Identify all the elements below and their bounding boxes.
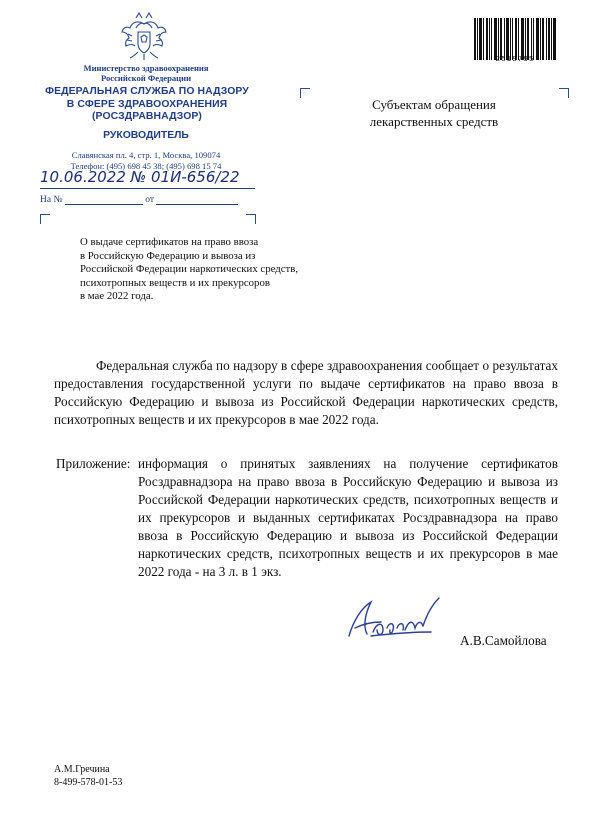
barcode-icon (474, 18, 556, 60)
head-title: РУКОВОДИТЕЛЬ (103, 130, 189, 141)
from-date-field (156, 194, 238, 205)
appendix-text: информация о принятых заявлениях на получение сертификатов Росздравнадзора на право ввоза в Российскую Федерацию и вывоза из Российской Федерации наркотических средств, психотропных веществ и их прекурсоров и выданных сертификатах Росздравнадзора на право ввоза в Российскую Федерацию и вывоза из Российской Федерации наркотических средств, психотропных веществ и их прекурсоров в мае 2022 года - на 3 л. в 1 экз. (138, 456, 558, 579)
registration-number-handwritten: 10.06.2022 № 01И-656/22 (40, 168, 240, 186)
registration-line (40, 188, 255, 189)
body-paragraph: Федеральная служба по надзору в сфере здравоохранения сообщает о результатах предоставления государственной услуги по выдаче сертификатов на право ввоза в Российскую Федерацию и вывоза из Российской Федерации наркотических средств, психотропных веществ и их прекурсоров в мае 2022 года. (54, 358, 558, 427)
ministry-line: Министерство здравоохранения (83, 63, 209, 73)
executor-name: А.М.Гречина (54, 764, 110, 775)
agency-line: В СФЕРЕ ЗДРАВООХРАНЕНИЯ (66, 98, 228, 110)
ministry-name (40, 63, 252, 83)
reply-to-number-field (65, 194, 143, 205)
barcode-number: 2519795 (495, 56, 535, 64)
recipient-line: лекарственных средств (369, 114, 499, 129)
agency-line: (РОСЗДРАВНАДЗОР) (91, 111, 202, 122)
agency-name (34, 86, 260, 124)
address-line: Славянская пл. 4, стр. 1, Москва, 109074 (71, 150, 221, 160)
from-label: от (145, 195, 155, 205)
subject-line: в мае 2022 года. (80, 290, 154, 303)
signature-image (343, 592, 445, 644)
executor-phone: 8-499-578-01-53 (54, 777, 123, 788)
subject-line: О выдаче сертификатов на право ввоза (80, 236, 259, 248)
corner-mark (40, 214, 50, 224)
subject-line: психотропных веществ и их прекурсоров (80, 276, 270, 289)
subject-line: в Российскую Федерацию и вывоза из (80, 249, 256, 262)
ministry-line: Российской Федерации (100, 73, 192, 83)
letter-subject (80, 236, 380, 304)
recipient-block (300, 96, 568, 130)
appendix-label: Приложение: (56, 456, 131, 471)
recipient-line: Субъектам обращения (372, 97, 496, 112)
phone-line: Телефон: (495) 698 45 38; (495) 698 15 74 (70, 160, 222, 171)
signer-name: А.В.Самойлова (460, 633, 547, 648)
reply-to-label: На № (40, 195, 63, 205)
coat-of-arms-icon (120, 10, 168, 62)
letter-body (54, 357, 558, 429)
reply-reference (40, 194, 238, 205)
agency-line: ФЕДЕРАЛЬНАЯ СЛУЖБА ПО НАДЗОРУ (45, 86, 249, 97)
executor-info (54, 763, 122, 789)
corner-mark (246, 214, 256, 224)
subject-line: Российской Федерации наркотических средств, (80, 263, 299, 276)
